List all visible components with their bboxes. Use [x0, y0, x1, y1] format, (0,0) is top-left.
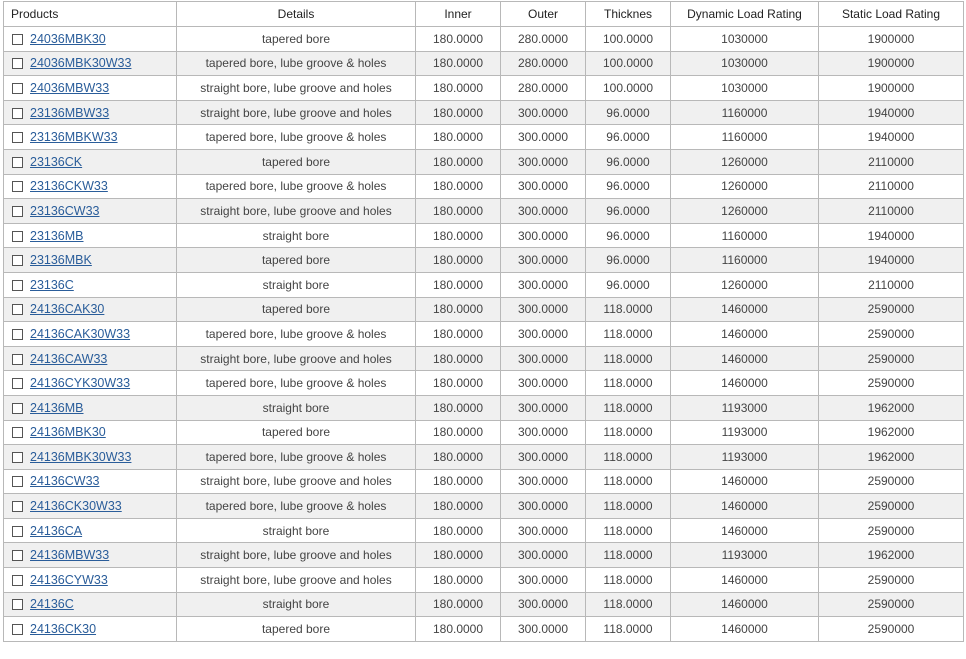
- table-row: [4, 100, 964, 125]
- thickness-cell: 118.0000: [586, 592, 671, 617]
- outer-cell: 300.0000: [501, 469, 586, 494]
- table-row: [4, 568, 964, 593]
- dynamic-load-cell: 1030000: [671, 51, 819, 76]
- details-cell: straight bore, lube groove and holes: [177, 469, 416, 494]
- outer-cell: 300.0000: [501, 125, 586, 150]
- outer-cell: 300.0000: [501, 272, 586, 297]
- inner-cell: 180.0000: [416, 223, 501, 248]
- dynamic-load-cell: 1260000: [671, 149, 819, 174]
- table-row: [4, 149, 964, 174]
- product-cell: [4, 100, 177, 125]
- select-checkbox[interactable]: [12, 378, 23, 389]
- static-load-cell: 2110000: [819, 199, 964, 224]
- static-load-cell: 1962000: [819, 445, 964, 470]
- select-checkbox[interactable]: [12, 157, 23, 168]
- static-load-cell: 2110000: [819, 174, 964, 199]
- table-row: [4, 248, 964, 273]
- table-row: [4, 76, 964, 101]
- inner-cell: 180.0000: [416, 469, 501, 494]
- product-cell: [4, 76, 177, 101]
- table-row: [4, 174, 964, 199]
- details-cell: tapered bore, lube groove & holes: [177, 371, 416, 396]
- outer-cell: 300.0000: [501, 149, 586, 174]
- product-cell: [4, 494, 177, 519]
- product-cell: [4, 568, 177, 593]
- table-row: [4, 51, 964, 76]
- product-cell: [4, 543, 177, 568]
- details-cell: tapered bore, lube groove & holes: [177, 51, 416, 76]
- select-checkbox[interactable]: [12, 329, 23, 340]
- table-row: [4, 617, 964, 642]
- product-link[interactable]: 24036MBK30: [30, 31, 106, 46]
- product-cell: [4, 149, 177, 174]
- inner-cell: 180.0000: [416, 76, 501, 101]
- details-cell: straight bore, lube groove and holes: [177, 76, 416, 101]
- product-cell: [4, 223, 177, 248]
- select-checkbox[interactable]: [12, 83, 23, 94]
- details-cell: straight bore: [177, 395, 416, 420]
- header-thickness: Thicknes: [586, 2, 671, 27]
- inner-cell: 180.0000: [416, 568, 501, 593]
- product-link[interactable]: 24136MB: [30, 400, 84, 415]
- dynamic-load-cell: 1460000: [671, 322, 819, 347]
- inner-cell: 180.0000: [416, 395, 501, 420]
- select-checkbox[interactable]: [12, 354, 23, 365]
- outer-cell: 300.0000: [501, 322, 586, 347]
- outer-cell: 300.0000: [501, 100, 586, 125]
- product-link[interactable]: 24136CAK30: [30, 302, 105, 317]
- product-cell: [4, 248, 177, 273]
- product-cell: [4, 199, 177, 224]
- product-link[interactable]: 23136MB: [30, 228, 84, 243]
- details-cell: tapered bore: [177, 149, 416, 174]
- product-link[interactable]: 24036MBW33: [30, 80, 110, 95]
- details-cell: tapered bore: [177, 27, 416, 52]
- dynamic-load-cell: 1460000: [671, 617, 819, 642]
- inner-cell: 180.0000: [416, 420, 501, 445]
- static-load-cell: 1962000: [819, 543, 964, 568]
- inner-cell: 180.0000: [416, 272, 501, 297]
- static-load-cell: 1940000: [819, 125, 964, 150]
- outer-cell: 300.0000: [501, 494, 586, 519]
- thickness-cell: 96.0000: [586, 223, 671, 248]
- thickness-cell: 118.0000: [586, 494, 671, 519]
- product-link[interactable]: 23136MBW33: [30, 105, 110, 120]
- details-cell: tapered bore, lube groove & holes: [177, 494, 416, 519]
- select-checkbox[interactable]: [12, 280, 23, 291]
- thickness-cell: 96.0000: [586, 100, 671, 125]
- outer-cell: 300.0000: [501, 592, 586, 617]
- dynamic-load-cell: 1260000: [671, 174, 819, 199]
- inner-cell: 180.0000: [416, 346, 501, 371]
- thickness-cell: 118.0000: [586, 322, 671, 347]
- select-checkbox[interactable]: [12, 58, 23, 69]
- static-load-cell: 2590000: [819, 494, 964, 519]
- product-cell: [4, 395, 177, 420]
- table-row: [4, 322, 964, 347]
- inner-cell: 180.0000: [416, 100, 501, 125]
- dynamic-load-cell: 1460000: [671, 371, 819, 396]
- select-checkbox[interactable]: [12, 575, 23, 586]
- outer-cell: 300.0000: [501, 617, 586, 642]
- product-cell: [4, 469, 177, 494]
- static-load-cell: 1940000: [819, 223, 964, 248]
- outer-cell: 300.0000: [501, 518, 586, 543]
- product-link[interactable]: 24136CYK30W33: [30, 376, 131, 391]
- static-load-cell: 1900000: [819, 76, 964, 101]
- thickness-cell: 118.0000: [586, 297, 671, 322]
- header-details: Details: [177, 2, 416, 27]
- product-cell: [4, 518, 177, 543]
- details-cell: straight bore: [177, 223, 416, 248]
- product-cell: [4, 297, 177, 322]
- details-cell: straight bore, lube groove and holes: [177, 543, 416, 568]
- dynamic-load-cell: 1460000: [671, 568, 819, 593]
- header-outer: Outer: [501, 2, 586, 27]
- static-load-cell: 1940000: [819, 248, 964, 273]
- static-load-cell: 1940000: [819, 100, 964, 125]
- static-load-cell: 2110000: [819, 272, 964, 297]
- dynamic-load-cell: 1260000: [671, 272, 819, 297]
- inner-cell: 180.0000: [416, 445, 501, 470]
- dynamic-load-cell: 1460000: [671, 346, 819, 371]
- select-checkbox[interactable]: [12, 501, 23, 512]
- inner-cell: 180.0000: [416, 149, 501, 174]
- product-link[interactable]: 24136CK30: [30, 622, 97, 637]
- static-load-cell: 2590000: [819, 469, 964, 494]
- product-cell: [4, 346, 177, 371]
- thickness-cell: 118.0000: [586, 617, 671, 642]
- table-row: [4, 494, 964, 519]
- inner-cell: 180.0000: [416, 125, 501, 150]
- details-cell: straight bore: [177, 272, 416, 297]
- details-cell: straight bore, lube groove and holes: [177, 346, 416, 371]
- product-link[interactable]: 24136CYW33: [30, 572, 108, 587]
- inner-cell: 180.0000: [416, 199, 501, 224]
- details-cell: tapered bore: [177, 297, 416, 322]
- outer-cell: 300.0000: [501, 420, 586, 445]
- details-cell: straight bore, lube groove and holes: [177, 568, 416, 593]
- inner-cell: 180.0000: [416, 322, 501, 347]
- thickness-cell: 118.0000: [586, 568, 671, 593]
- header-dynamic-load-rating: Dynamic Load Rating: [671, 2, 819, 27]
- outer-cell: 300.0000: [501, 568, 586, 593]
- thickness-cell: 96.0000: [586, 199, 671, 224]
- outer-cell: 300.0000: [501, 199, 586, 224]
- dynamic-load-cell: 1030000: [671, 76, 819, 101]
- dynamic-load-cell: 1160000: [671, 248, 819, 273]
- product-link[interactable]: 24136CAK30W33: [30, 326, 131, 341]
- outer-cell: 300.0000: [501, 445, 586, 470]
- product-link[interactable]: 24136MBK30W33: [30, 449, 132, 464]
- details-cell: tapered bore, lube groove & holes: [177, 125, 416, 150]
- dynamic-load-cell: 1193000: [671, 445, 819, 470]
- static-load-cell: 2590000: [819, 592, 964, 617]
- product-cell: [4, 322, 177, 347]
- details-cell: tapered bore: [177, 617, 416, 642]
- select-checkbox[interactable]: [12, 206, 23, 217]
- outer-cell: 300.0000: [501, 395, 586, 420]
- product-link[interactable]: 24036MBK30W33: [30, 56, 132, 71]
- dynamic-load-cell: 1193000: [671, 395, 819, 420]
- static-load-cell: 1900000: [819, 27, 964, 52]
- product-cell: [4, 371, 177, 396]
- select-checkbox[interactable]: [12, 526, 23, 537]
- product-link[interactable]: 23136CKW33: [30, 179, 108, 194]
- outer-cell: 300.0000: [501, 297, 586, 322]
- outer-cell: 280.0000: [501, 27, 586, 52]
- outer-cell: 280.0000: [501, 51, 586, 76]
- static-load-cell: 2110000: [819, 149, 964, 174]
- thickness-cell: 100.0000: [586, 51, 671, 76]
- table-row: [4, 518, 964, 543]
- thickness-cell: 118.0000: [586, 469, 671, 494]
- thickness-cell: 118.0000: [586, 543, 671, 568]
- table-row: [4, 371, 964, 396]
- select-checkbox[interactable]: [12, 255, 23, 266]
- inner-cell: 180.0000: [416, 248, 501, 273]
- static-load-cell: 2590000: [819, 297, 964, 322]
- select-checkbox[interactable]: [12, 34, 23, 45]
- table-row: [4, 469, 964, 494]
- dynamic-load-cell: 1460000: [671, 518, 819, 543]
- outer-cell: 300.0000: [501, 248, 586, 273]
- outer-cell: 280.0000: [501, 76, 586, 101]
- select-checkbox[interactable]: [12, 403, 23, 414]
- product-link[interactable]: 24136CA: [30, 523, 83, 538]
- static-load-cell: 2590000: [819, 322, 964, 347]
- table-row: [4, 592, 964, 617]
- select-checkbox[interactable]: [12, 304, 23, 315]
- product-cell: [4, 272, 177, 297]
- dynamic-load-cell: 1030000: [671, 27, 819, 52]
- inner-cell: 180.0000: [416, 518, 501, 543]
- select-checkbox[interactable]: [12, 108, 23, 119]
- product-link[interactable]: 24136CW33: [30, 474, 100, 489]
- thickness-cell: 96.0000: [586, 248, 671, 273]
- select-checkbox[interactable]: [12, 181, 23, 192]
- thickness-cell: 118.0000: [586, 518, 671, 543]
- details-cell: straight bore, lube groove and holes: [177, 199, 416, 224]
- details-cell: straight bore: [177, 592, 416, 617]
- thickness-cell: 96.0000: [586, 272, 671, 297]
- static-load-cell: 2590000: [819, 568, 964, 593]
- product-link[interactable]: 23136C: [30, 277, 74, 292]
- product-cell: [4, 27, 177, 52]
- select-checkbox[interactable]: [12, 231, 23, 242]
- thickness-cell: 118.0000: [586, 420, 671, 445]
- outer-cell: 300.0000: [501, 174, 586, 199]
- product-cell: [4, 51, 177, 76]
- select-checkbox[interactable]: [12, 452, 23, 463]
- select-checkbox[interactable]: [12, 550, 23, 561]
- product-cell: [4, 125, 177, 150]
- select-checkbox[interactable]: [12, 599, 23, 610]
- dynamic-load-cell: 1460000: [671, 494, 819, 519]
- select-checkbox[interactable]: [12, 427, 23, 438]
- inner-cell: 180.0000: [416, 494, 501, 519]
- header-products: Products: [4, 2, 177, 27]
- product-link[interactable]: 24136MBK30: [30, 425, 106, 440]
- header-static-load-rating: Static Load Rating: [819, 2, 964, 27]
- table-row: [4, 395, 964, 420]
- table-row: [4, 543, 964, 568]
- table-row: [4, 445, 964, 470]
- product-link[interactable]: 24136C: [30, 597, 74, 612]
- product-cell: [4, 445, 177, 470]
- product-link[interactable]: 23136CK: [30, 154, 83, 169]
- table-row: [4, 27, 964, 52]
- select-checkbox[interactable]: [12, 624, 23, 635]
- inner-cell: 180.0000: [416, 27, 501, 52]
- thickness-cell: 100.0000: [586, 27, 671, 52]
- dynamic-load-cell: 1193000: [671, 543, 819, 568]
- table-row: [4, 346, 964, 371]
- product-link[interactable]: 23136MBKW33: [30, 130, 118, 145]
- static-load-cell: 1962000: [819, 395, 964, 420]
- inner-cell: 180.0000: [416, 51, 501, 76]
- product-cell: [4, 592, 177, 617]
- dynamic-load-cell: 1460000: [671, 469, 819, 494]
- product-link[interactable]: 24136CAW33: [30, 351, 108, 366]
- header-inner: Inner: [416, 2, 501, 27]
- dynamic-load-cell: 1160000: [671, 223, 819, 248]
- table-row: [4, 272, 964, 297]
- table-row: [4, 199, 964, 224]
- details-cell: straight bore, lube groove and holes: [177, 100, 416, 125]
- static-load-cell: 2590000: [819, 346, 964, 371]
- inner-cell: 180.0000: [416, 592, 501, 617]
- product-link[interactable]: 23136MBK: [30, 253, 92, 268]
- outer-cell: 300.0000: [501, 346, 586, 371]
- inner-cell: 180.0000: [416, 174, 501, 199]
- product-link[interactable]: 24136CK30W33: [30, 499, 122, 514]
- outer-cell: 300.0000: [501, 223, 586, 248]
- thickness-cell: 100.0000: [586, 76, 671, 101]
- static-load-cell: 1962000: [819, 420, 964, 445]
- dynamic-load-cell: 1260000: [671, 199, 819, 224]
- product-cell: [4, 420, 177, 445]
- details-cell: tapered bore, lube groove & holes: [177, 445, 416, 470]
- outer-cell: 300.0000: [501, 543, 586, 568]
- table-row: [4, 420, 964, 445]
- inner-cell: 180.0000: [416, 297, 501, 322]
- outer-cell: 300.0000: [501, 371, 586, 396]
- inner-cell: 180.0000: [416, 371, 501, 396]
- thickness-cell: 118.0000: [586, 445, 671, 470]
- table-header-row: [4, 2, 964, 27]
- static-load-cell: 2590000: [819, 371, 964, 396]
- details-cell: straight bore: [177, 518, 416, 543]
- details-cell: tapered bore: [177, 420, 416, 445]
- product-cell: [4, 617, 177, 642]
- static-load-cell: 1900000: [819, 51, 964, 76]
- table-row: [4, 223, 964, 248]
- details-cell: tapered bore, lube groove & holes: [177, 322, 416, 347]
- thickness-cell: 96.0000: [586, 174, 671, 199]
- table-row: [4, 125, 964, 150]
- details-cell: tapered bore, lube groove & holes: [177, 174, 416, 199]
- bearing-table: [3, 1, 964, 642]
- thickness-cell: 118.0000: [586, 346, 671, 371]
- thickness-cell: 118.0000: [586, 371, 671, 396]
- inner-cell: 180.0000: [416, 617, 501, 642]
- product-link[interactable]: 23136CW33: [30, 203, 100, 218]
- inner-cell: 180.0000: [416, 543, 501, 568]
- product-link[interactable]: 24136MBW33: [30, 548, 110, 563]
- dynamic-load-cell: 1460000: [671, 297, 819, 322]
- table-row: [4, 297, 964, 322]
- thickness-cell: 96.0000: [586, 149, 671, 174]
- select-checkbox[interactable]: [12, 476, 23, 487]
- dynamic-load-cell: 1460000: [671, 592, 819, 617]
- dynamic-load-cell: 1160000: [671, 125, 819, 150]
- dynamic-load-cell: 1160000: [671, 100, 819, 125]
- product-cell: [4, 174, 177, 199]
- thickness-cell: 118.0000: [586, 395, 671, 420]
- select-checkbox[interactable]: [12, 132, 23, 143]
- dynamic-load-cell: 1193000: [671, 420, 819, 445]
- static-load-cell: 2590000: [819, 617, 964, 642]
- static-load-cell: 2590000: [819, 518, 964, 543]
- details-cell: tapered bore: [177, 248, 416, 273]
- thickness-cell: 96.0000: [586, 125, 671, 150]
